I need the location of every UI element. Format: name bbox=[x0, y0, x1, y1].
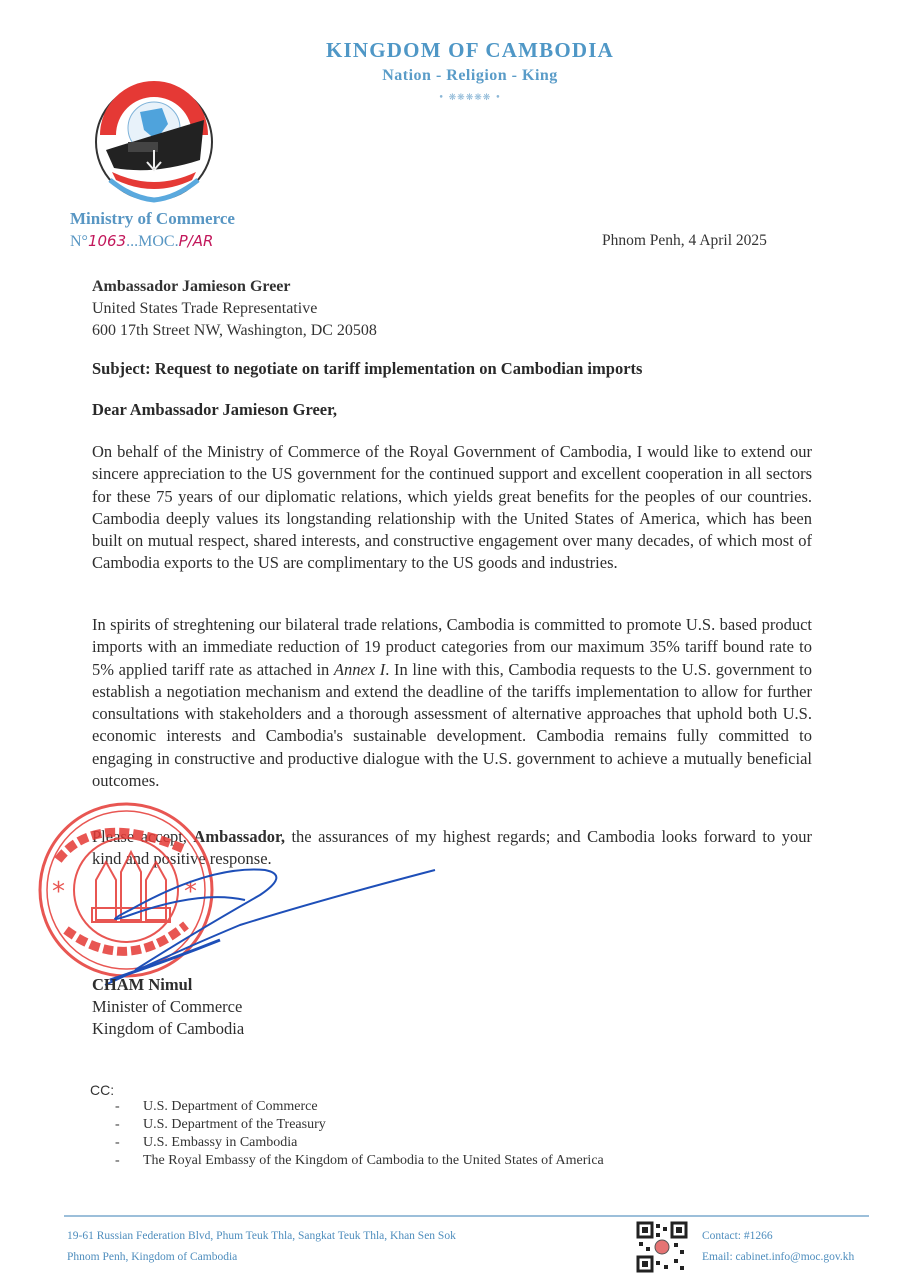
reference-number bbox=[70, 232, 213, 251]
signature-icon bbox=[60, 840, 440, 990]
contact-number: Contact: #1266 bbox=[702, 1230, 773, 1242]
cc-item-text: U.S. Embassy in Cambodia bbox=[143, 1135, 298, 1150]
signatory-name: CHAM Nimul bbox=[92, 975, 193, 994]
body-paragraph-1: On behalf of the Ministry of Commerce of the Royal Government of Cambodia, I would like to extend our sincere appreciation to the US government for the continued support and excellent cooperation in all sectors for these 75 years of our diplomatic relations, which yields great benefits for the peoples of our countries. Cambodia deeply values its longstanding relationship with the United States of America, which has been built on mutual respect, shared interests, and constructive engagement over many decades, of which most of Cambodia exports to the US are complimentary to the US goods and industries. bbox=[92, 442, 812, 573]
cc-item bbox=[115, 1098, 604, 1116]
bullet-dash: - bbox=[115, 1153, 120, 1168]
national-motto: Nation - Religion - King bbox=[382, 67, 558, 84]
annex-reference: Annex I bbox=[333, 659, 386, 679]
footer-contact bbox=[702, 1226, 854, 1268]
bullet-dash: - bbox=[115, 1135, 120, 1150]
ref-middle: ...MOC. bbox=[126, 233, 179, 250]
body-paragraph-2 bbox=[92, 614, 812, 792]
recipient-address: 600 17th Street NW, Washington, DC 20508 bbox=[92, 322, 377, 339]
paragraph-3-text-b: the assurances of my highest regards; and Cambodia looks forward to your kind and positive response. bbox=[92, 827, 812, 869]
svg-text:*: * bbox=[184, 877, 197, 907]
subject-line: Subject: Request to negotiate on tariff implementation on Cambodian imports bbox=[92, 359, 643, 378]
ref-number: 1063 bbox=[87, 232, 127, 250]
bullet-dash: - bbox=[115, 1117, 120, 1132]
country-title: KINGDOM OF CAMBODIA bbox=[325, 38, 614, 62]
footer-address-line-2: Phnom Penh, Kingdom of Cambodia bbox=[67, 1251, 238, 1263]
signatory-org: Kingdom of Cambodia bbox=[92, 1019, 245, 1038]
footer-address bbox=[67, 1226, 456, 1268]
qr-code-icon[interactable] bbox=[636, 1221, 688, 1273]
contact-email[interactable]: Email: cabinet.info@moc.gov.kh bbox=[702, 1251, 855, 1263]
ornament-divider: • ❋❋❋❋❋ • bbox=[438, 93, 502, 103]
cc-item-text: U.S. Department of the Treasury bbox=[143, 1117, 326, 1132]
salutation: Dear Ambassador Jamieson Greer, bbox=[92, 400, 338, 419]
cc-item bbox=[115, 1152, 604, 1170]
svg-text:*: * bbox=[52, 877, 65, 907]
recipient-name: Ambassador Jamieson Greer bbox=[92, 278, 291, 295]
footer-divider bbox=[64, 1215, 869, 1217]
cc-list bbox=[115, 1098, 604, 1170]
ref-suffix: P/AR bbox=[178, 232, 214, 250]
paragraph-3-text-a: Please accept, bbox=[92, 827, 194, 846]
cc-item-text: U.S. Department of Commerce bbox=[143, 1099, 318, 1114]
letterhead bbox=[320, 38, 620, 103]
signatory-title: Minister of Commerce bbox=[92, 997, 243, 1016]
paragraph-3-bold: Ambassador, bbox=[193, 827, 285, 846]
cc-item bbox=[115, 1134, 604, 1152]
ref-prefix: N° bbox=[70, 233, 88, 250]
recipient-title: United States Trade Representative bbox=[92, 300, 318, 317]
cc-item bbox=[115, 1116, 604, 1134]
signatory-block bbox=[92, 974, 244, 1040]
paragraph-2-text-a: In spirits of streghtening our bilateral trade relations, Cambodia is committed to promote U.S. based product imports with an immediate reduction of 19 product categories from our maximum 35% tariff bound rate to 5% applied tariff rate as attached in bbox=[92, 615, 812, 679]
ministry-name: Ministry of Commerce bbox=[70, 209, 235, 228]
footer-address-line-1: 19-61 Russian Federation Blvd, Phum Teuk Thla, Sangkat Teuk Thla, Khan Sen Sok bbox=[67, 1230, 456, 1242]
paragraph-2-text-b: . In line with this, Cambodia requests to the U.S. government to establish a negotiation mechanism and extend the deadline of the tariffs implementation to allow for further consultations with stakeholders and a thorough assessment of alternative approaches that uphold both U.S. economic interests and Cambodia's sustainable development. Cambodia remains fully committed to engaging in constructive and productive dialogue with the U.S. government to achieve a mutually beneficial outcomes. bbox=[92, 659, 812, 791]
bullet-dash: - bbox=[115, 1099, 120, 1114]
ministry-logo-icon bbox=[92, 80, 217, 205]
cc-item-text: The Royal Embassy of the Kingdom of Cambodia to the United States of America bbox=[143, 1153, 604, 1168]
date-line: Phnom Penh, 4 April 2025 bbox=[602, 232, 767, 249]
cc-label: CC: bbox=[90, 1082, 115, 1098]
recipient-block bbox=[92, 276, 377, 342]
